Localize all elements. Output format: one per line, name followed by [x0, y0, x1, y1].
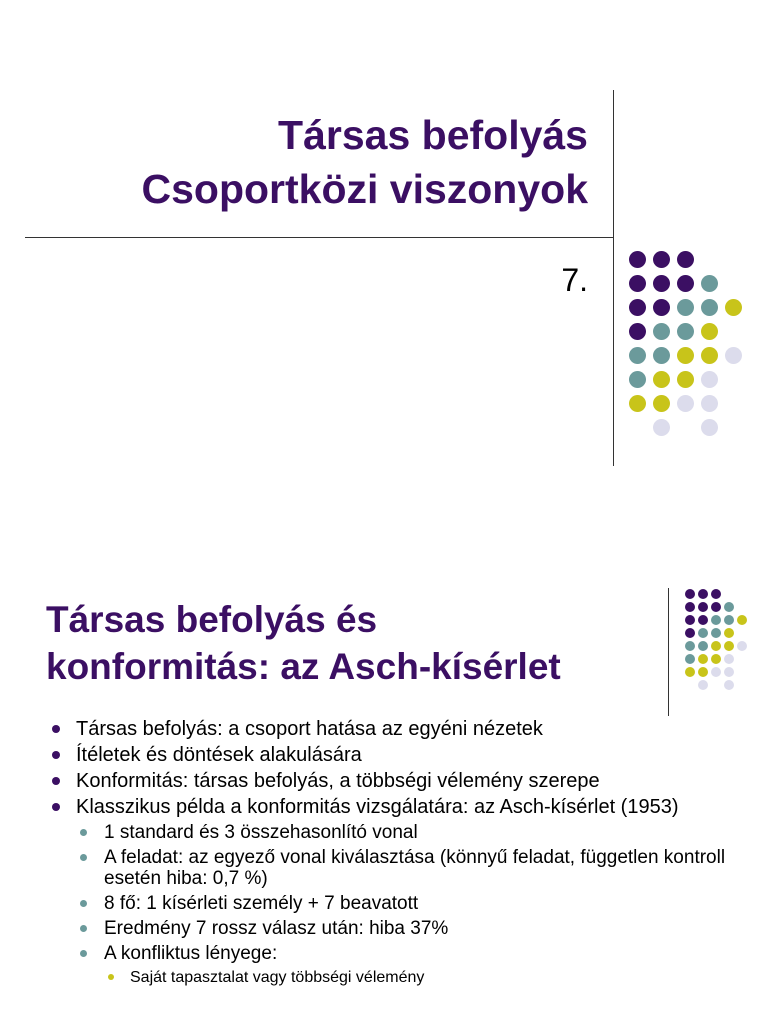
title-line-2: Csoportközi viszonyok [141, 166, 588, 212]
dot-icon [685, 667, 695, 677]
dot-icon [698, 667, 708, 677]
bullet-icon [80, 829, 87, 836]
title-line-2: konformitás: az Asch-kísérlet [46, 646, 561, 687]
dot-icon [677, 275, 694, 292]
dot-icon [698, 602, 708, 612]
dot-icon [629, 395, 646, 412]
dot-icon [698, 628, 708, 638]
bullet-icon [52, 751, 60, 759]
dot-icon [698, 654, 708, 664]
dot-icon [677, 347, 694, 364]
sub-sub-bullet-list [104, 968, 750, 988]
sub-bullet-text: A feladat: az egyező vonal kiválasztása (könnyű feladat, független kontroll esetén hiba: 0,7 %) [104, 847, 726, 889]
dot-icon [725, 299, 742, 316]
title-line-1: Társas befolyás és [46, 599, 378, 640]
dot-icon [653, 347, 670, 364]
dot-icon [701, 395, 718, 412]
sub-list-item [76, 943, 750, 988]
sub-list-item [76, 822, 750, 843]
vertical-divider [613, 90, 614, 466]
dot-icon [698, 589, 708, 599]
list-item [50, 770, 750, 792]
bullet-text: Társas befolyás: a csoport hatása az egyéni nézetek [76, 718, 543, 740]
dot-icon [698, 680, 708, 690]
dot-icon [698, 615, 708, 625]
dot-icon [698, 641, 708, 651]
dot-icon [685, 589, 695, 599]
dot-icon [711, 654, 721, 664]
dot-icon [724, 602, 734, 612]
dot-icon [711, 641, 721, 651]
bullet-text: Klasszikus példa a konformitás vizsgálatára: az Asch-kísérlet (1953) [76, 796, 679, 818]
dot-icon [701, 299, 718, 316]
slide-number: 7. [561, 262, 588, 298]
dot-icon [653, 251, 670, 268]
dot-icon [629, 275, 646, 292]
dot-icon [724, 628, 734, 638]
list-item [50, 744, 750, 766]
dot-icon [711, 628, 721, 638]
dot-icon [685, 602, 695, 612]
title-slide [0, 0, 768, 500]
content-slide [0, 568, 768, 1024]
list-item [50, 796, 750, 988]
dot-icon [737, 641, 747, 651]
sub-bullet-list [76, 822, 750, 988]
dot-icon [653, 419, 670, 436]
dot-icon [677, 395, 694, 412]
bullet-list [50, 718, 750, 992]
bullet-text: Ítéletek és döntések alakulására [76, 744, 362, 766]
bullet-icon [52, 725, 60, 733]
dot-icon [701, 347, 718, 364]
sub-sub-list-item [104, 968, 750, 988]
bullet-icon [80, 854, 87, 861]
vertical-divider [668, 588, 669, 716]
sub-list-item [76, 847, 750, 889]
dot-icon [685, 641, 695, 651]
dot-icon [701, 371, 718, 388]
dot-icon [724, 667, 734, 677]
dot-icon [701, 323, 718, 340]
dot-icon [629, 323, 646, 340]
dot-icon [677, 299, 694, 316]
list-item [50, 718, 750, 740]
sub-bullet-text: Eredmény 7 rossz válasz után: hiba 37% [104, 918, 449, 939]
bullet-icon [80, 950, 87, 957]
dot-icon [653, 299, 670, 316]
dot-icon [653, 371, 670, 388]
dot-icon [629, 347, 646, 364]
dot-icon [653, 395, 670, 412]
dot-icon [629, 251, 646, 268]
dot-icon [685, 628, 695, 638]
dot-icon [653, 275, 670, 292]
dot-icon [711, 667, 721, 677]
sub-sub-bullet-text: Saját tapasztalat vagy többségi vélemény [130, 969, 425, 986]
dot-icon [685, 654, 695, 664]
title-line-1: Társas befolyás [278, 112, 588, 158]
dot-icon [724, 654, 734, 664]
dot-icon [724, 641, 734, 651]
slide-title [141, 108, 588, 216]
bullet-icon [80, 925, 87, 932]
bullet-icon [52, 803, 60, 811]
bullet-icon [52, 777, 60, 785]
dot-icon [724, 680, 734, 690]
dot-icon [629, 299, 646, 316]
dot-icon [677, 323, 694, 340]
bullet-icon [108, 974, 114, 980]
dot-icon [653, 323, 670, 340]
dot-icon [711, 589, 721, 599]
dot-icon [677, 371, 694, 388]
slide-title [46, 596, 561, 690]
dot-icon [725, 347, 742, 364]
dot-icon [711, 615, 721, 625]
sub-bullet-text: 8 fő: 1 kísérleti személy + 7 beavatott [104, 893, 419, 914]
sub-bullet-text: 1 standard és 3 összehasonlító vonal [104, 822, 418, 843]
horizontal-divider [25, 237, 613, 238]
bullet-text: Konformitás: társas befolyás, a többségi vélemény szerepe [76, 770, 600, 792]
sub-bullet-text: A konfliktus lényege: [104, 943, 278, 964]
dot-icon [685, 615, 695, 625]
sub-list-item [76, 918, 750, 939]
dot-icon [701, 275, 718, 292]
dot-icon [737, 615, 747, 625]
dot-icon [724, 615, 734, 625]
dot-icon [629, 371, 646, 388]
dot-icon [711, 602, 721, 612]
dot-icon [701, 419, 718, 436]
dot-icon [677, 251, 694, 268]
sub-list-item [76, 893, 750, 914]
bullet-icon [80, 900, 87, 907]
